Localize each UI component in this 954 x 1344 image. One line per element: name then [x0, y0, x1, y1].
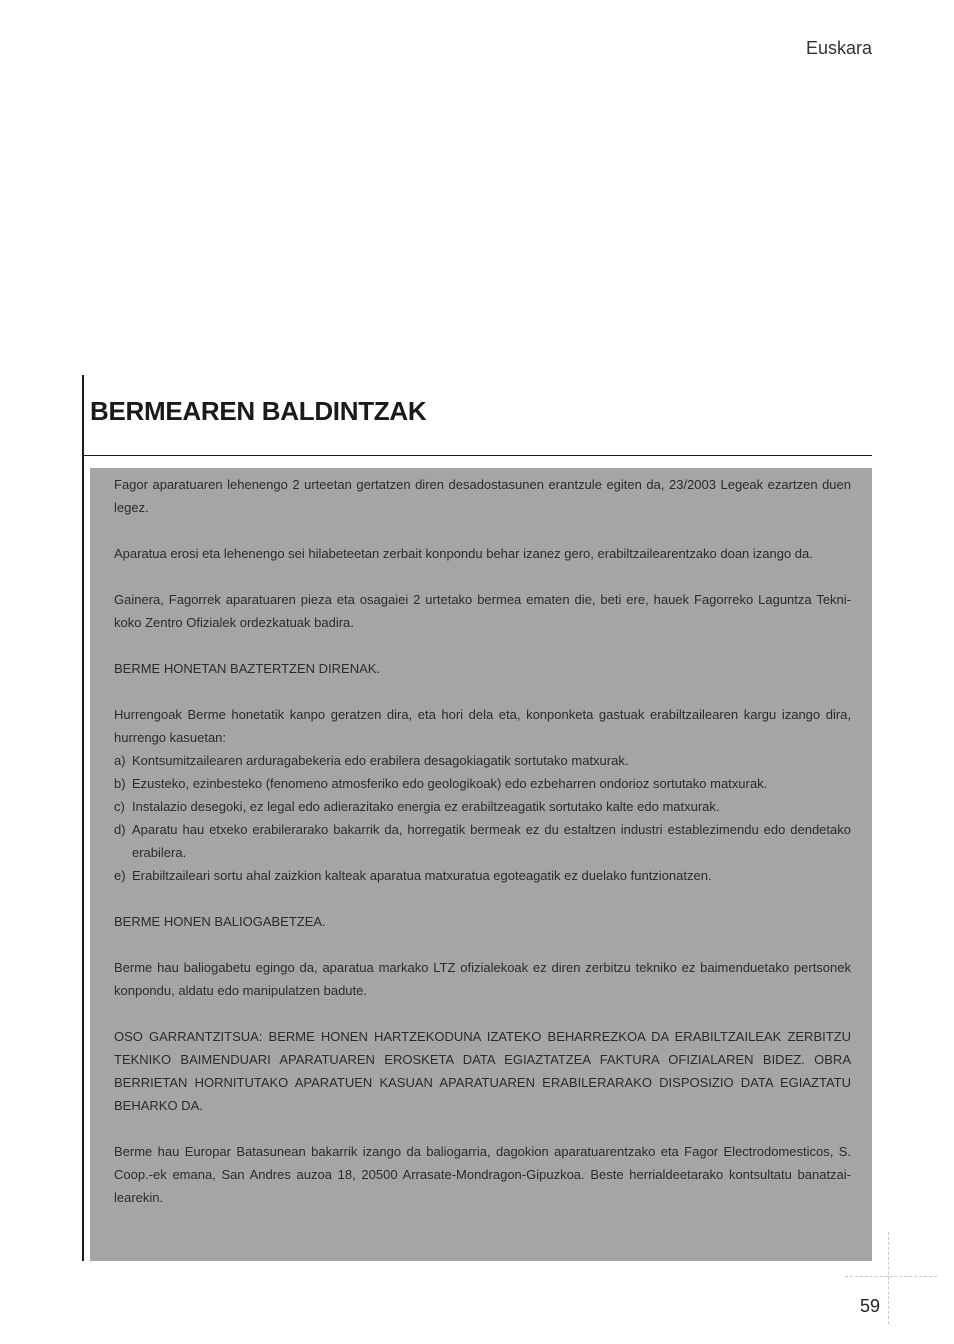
left-vertical-rule: [82, 375, 84, 1261]
list-item: [114, 749, 851, 772]
page-number: 59: [859, 1296, 880, 1316]
heading-voiding: BERME HONEN BALIOGABETZEA.: [114, 914, 326, 929]
crop-mark-vertical: [888, 1232, 889, 1324]
list-item: [114, 818, 851, 864]
paragraph-voiding: Berme hau baliogabetu egingo da, aparatua markako LTZ ofizialekoak ez diren zerbitzu tekniko ez baimenduetako pertsonek konpondu, aldatu edo manipulatzen badute.: [114, 960, 851, 998]
heading-exclusions: BERME HONETAN BAZTERTZEN DIRENAK.: [114, 661, 381, 676]
list-item-text: Ezusteko, ezinbesteko (fenomeno atmosferiko edo geologikoak) edo ezbeharren ondorioz sortutako matxurak.: [132, 776, 768, 791]
language-label: Euskara: [805, 38, 872, 58]
list-marker: b): [114, 776, 126, 791]
list-item: [114, 772, 851, 795]
list-marker: e): [114, 868, 126, 883]
paragraph-eu-validity: Berme hau Europar Batasunean bakarrik izango da baliogarria, dagokion aparatuarentzako eta Fagor Electrodomesticos, S. Coop.-ek emana, San Andres auzoa 18, 20500 Arrasate-Mondragon-Gipuzkoa. Beste herrialdeetarako kontsultatu banatzai-learekin.: [114, 1144, 851, 1205]
page-title: BERMEAREN BALDINTZAK: [90, 396, 427, 426]
list-item-text: Aparatu hau etxeko erabilerarako bakarrik da, horregatik bermeak ez du estaltzen industri establezimendu edo dendetako erabilera.: [132, 822, 851, 860]
warranty-text-panel: [90, 468, 872, 1261]
list-marker: d): [114, 822, 126, 837]
list-item-text: Kontsumitzailearen arduragabekeria edo erabilera desagokiagatik sortutako matxurak.: [132, 753, 629, 768]
list-item-text: Instalazio desegoki, ez legal edo adierazitako energia ez erabiltzeagatik sortutako kalte edo matxurak.: [132, 799, 720, 814]
paragraph-coverage: Fagor aparatuaren lehenengo 2 urteetan gertatzen diren desadostasunen erantzule egiten da, 23/2003 Legeak ezartzen duen legez.: [114, 477, 851, 515]
list-marker: c): [114, 799, 125, 814]
paragraph-important-notice: OSO GARRANTZITSUA: BERME HONEN HARTZEKODUNA IZATEKO BEHARREZKOA DA ERABILTZAILEAK ZERBITZU TEKNIKO BAIMENDUARI APARATUAREN EROSKETA DATA EGIAZTATZEA FAKTURA OFIZIALAREN BIDEZ. OBRA BERRIETAN HORNITUTAKO APARATUEN KASUAN APARATUAREN ERABILERARAKO DISPOSIZIO DATA EGIAZTATU BEHARKO DA.: [114, 1029, 851, 1113]
list-item-text: Erabiltzaileari sortu ahal zaizkion kalteak aparatua matxuratua egoteagatik ez duelako funtzionatzen.: [132, 868, 712, 883]
paragraph-exclusions-intro: Hurrengoak Berme honetatik kanpo geratzen dira, eta hori dela eta, konponketa gastuak erabiltzailearen kargu izango dira, hurrengo kasuetan:: [114, 707, 851, 745]
list-item: [114, 795, 851, 818]
paragraph-parts-warranty: Gainera, Fagorrek aparatuaren pieza eta osagaiei 2 urtetako bermea ematen die, beti ere, hauek Fagorreko Laguntza Tekni-koko Zentro Ofizialek ordezkatuak badira.: [114, 592, 851, 630]
exclusions-list: [114, 749, 851, 887]
paragraph-free-repair: Aparatua erosi eta lehenengo sei hilabeteetan zerbait konpondu behar izanez gero, erabiltzailearentzako doan izango da.: [114, 546, 813, 561]
title-underline: [84, 455, 872, 456]
list-marker: a): [114, 753, 126, 768]
crop-mark-horizontal: [845, 1276, 937, 1277]
list-item: [114, 864, 851, 887]
